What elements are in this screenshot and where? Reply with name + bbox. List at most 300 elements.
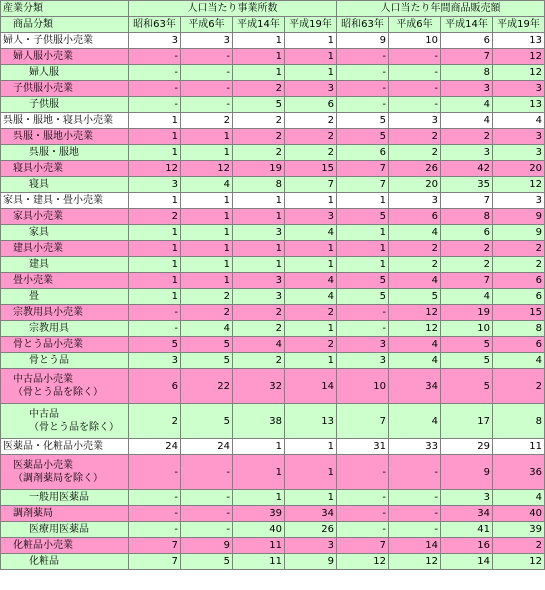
table-row [1,113,545,129]
value-cell: 1 [129,225,181,241]
value-cell: 1 [233,209,285,225]
table-row [1,490,545,506]
value-cell: 5 [337,289,389,305]
value-cell: - [181,81,233,97]
value-cell: 2 [233,129,285,145]
value-cell: 3 [493,193,545,209]
value-cell: 9 [181,538,233,554]
value-cell: 1 [285,455,337,490]
value-cell: 11 [233,538,285,554]
value-cell: 6 [493,337,545,353]
value-cell: 26 [285,522,337,538]
row-label: 調剤薬局 [1,506,129,522]
row-label: 医薬品小売業 （調剤薬局を除く） [1,455,129,490]
value-cell: 1 [337,241,389,257]
value-cell: 2 [389,145,441,161]
value-cell: 15 [493,305,545,321]
value-cell: 1 [285,439,337,455]
value-cell: 4 [441,113,493,129]
value-cell: - [181,490,233,506]
header-row-1 [1,1,545,17]
value-cell: 1 [233,490,285,506]
value-cell: 7 [129,554,181,570]
value-cell: 26 [389,161,441,177]
value-cell: 1 [233,257,285,273]
value-cell: 9 [493,209,545,225]
table-row [1,455,545,490]
row-label: 宗教用具 [1,321,129,337]
row-label: 子供服 [1,97,129,113]
value-cell: - [337,81,389,97]
value-cell: 3 [441,81,493,97]
value-cell: 2 [285,113,337,129]
table-row [1,321,545,337]
value-cell: 5 [441,369,493,404]
value-cell: 1 [129,257,181,273]
value-cell: 2 [233,321,285,337]
value-cell: 2 [389,257,441,273]
value-cell: 1 [181,193,233,209]
value-cell: - [389,522,441,538]
value-cell: 1 [285,65,337,81]
value-cell: 20 [389,177,441,193]
value-cell: 6 [389,209,441,225]
value-cell: 3 [493,145,545,161]
value-cell: - [337,305,389,321]
value-cell: 1 [285,321,337,337]
table-row [1,81,545,97]
value-cell: 1 [233,241,285,257]
row-label: 寝具小売業 [1,161,129,177]
value-cell: 2 [233,113,285,129]
value-cell: 12 [493,554,545,570]
value-cell: 5 [129,337,181,353]
value-cell: 15 [285,161,337,177]
table-body [1,1,545,570]
row-label: 一般用医薬品 [1,490,129,506]
value-cell: 5 [181,554,233,570]
value-cell: 4 [285,289,337,305]
value-cell: 6 [493,273,545,289]
value-cell: 5 [337,113,389,129]
value-cell: 39 [493,522,545,538]
value-cell: 1 [337,257,389,273]
table-row [1,273,545,289]
value-cell: 4 [493,490,545,506]
value-cell: 3 [129,353,181,369]
value-cell: 4 [493,353,545,369]
year-header: 平成14年 [441,17,493,33]
value-cell: 33 [389,439,441,455]
value-cell: 3 [285,81,337,97]
row-label: 子供服小売業 [1,81,129,97]
value-cell: 24 [129,439,181,455]
table-row [1,241,545,257]
value-cell: 6 [337,145,389,161]
value-cell: 4 [285,273,337,289]
value-cell: - [181,49,233,65]
value-cell: 32 [233,369,285,404]
value-cell: 12 [389,321,441,337]
value-cell: 1 [285,33,337,49]
value-cell: - [181,65,233,81]
row-label: 家具 [1,225,129,241]
row-label: 寝具 [1,177,129,193]
value-cell: 13 [285,404,337,439]
value-cell: 13 [493,33,545,49]
value-cell: - [389,455,441,490]
value-cell: 11 [233,554,285,570]
value-cell: 14 [389,538,441,554]
row-label: 中古品小売業 （骨とう品を除く） [1,369,129,404]
value-cell: 1 [181,225,233,241]
value-cell: 34 [389,369,441,404]
value-cell: 5 [181,353,233,369]
value-cell: 2 [441,257,493,273]
year-header: 昭和63年 [129,17,181,33]
value-cell: 1 [129,273,181,289]
value-cell: 4 [441,97,493,113]
value-cell: - [337,522,389,538]
value-cell: 1 [285,257,337,273]
row-label: 畳 [1,289,129,305]
value-cell: 34 [285,506,337,522]
value-cell: - [129,490,181,506]
value-cell: 4 [389,273,441,289]
value-cell: 20 [493,161,545,177]
value-cell: 4 [181,321,233,337]
row-label: 畳小売業 [1,273,129,289]
value-cell: 12 [493,177,545,193]
value-cell: 4 [389,353,441,369]
value-cell: 12 [493,49,545,65]
value-cell: 3 [233,273,285,289]
value-cell: 2 [493,241,545,257]
value-cell: 1 [285,241,337,257]
value-cell: 2 [285,305,337,321]
year-header: 平成14年 [233,17,285,33]
row-label: 婦人服 [1,65,129,81]
value-cell: 4 [181,177,233,193]
row-label: 宗教用具小売業 [1,305,129,321]
value-cell: 6 [285,97,337,113]
value-cell: 2 [129,404,181,439]
table-row [1,129,545,145]
table-row [1,522,545,538]
value-cell: 38 [233,404,285,439]
value-cell: 2 [233,81,285,97]
value-cell: - [181,97,233,113]
row-label: 婦人・子供服小売業 [1,33,129,49]
value-cell: 16 [441,538,493,554]
table-row [1,177,545,193]
year-header: 平成6年 [389,17,441,33]
value-cell: 31 [337,439,389,455]
value-cell: 7 [337,404,389,439]
value-cell: 8 [441,65,493,81]
value-cell: - [337,506,389,522]
value-cell: 9 [441,455,493,490]
table-row [1,33,545,49]
value-cell: 42 [441,161,493,177]
value-cell: 3 [441,145,493,161]
value-cell: 11 [493,439,545,455]
value-cell: 1 [233,455,285,490]
value-cell: 1 [129,241,181,257]
row-label: 呉服・服地小売業 [1,129,129,145]
row-label: 骨とう品 [1,353,129,369]
value-cell: 9 [285,554,337,570]
value-cell: 14 [285,369,337,404]
value-cell: - [129,321,181,337]
value-cell: 2 [285,337,337,353]
table-row [1,554,545,570]
value-cell: 6 [441,33,493,49]
row-label: 中古品 （骨とう品を除く） [1,404,129,439]
value-cell: 3 [285,209,337,225]
table-row [1,439,545,455]
value-cell: 8 [441,209,493,225]
value-cell: 12 [181,161,233,177]
value-cell: - [389,490,441,506]
value-cell: 3 [129,177,181,193]
value-cell: 1 [233,49,285,65]
value-cell: - [337,97,389,113]
value-cell: 1 [233,33,285,49]
table-row [1,193,545,209]
value-cell: 5 [181,404,233,439]
value-cell: 12 [389,554,441,570]
value-cell: 12 [337,554,389,570]
value-cell: 3 [181,33,233,49]
product-category-label: 商品分類 [1,17,129,33]
row-label: 医薬品・化粧品小売業 [1,439,129,455]
value-cell: 4 [493,113,545,129]
value-cell: 41 [441,522,493,538]
value-cell: 5 [441,337,493,353]
value-cell: 7 [285,177,337,193]
value-cell: - [129,506,181,522]
value-cell: 5 [181,337,233,353]
row-label: 骨とう品小売業 [1,337,129,353]
value-cell: 1 [181,145,233,161]
value-cell: 10 [337,369,389,404]
value-cell: 7 [441,273,493,289]
value-cell: 36 [493,455,545,490]
value-cell: - [129,81,181,97]
value-cell: 2 [285,129,337,145]
table-row [1,97,545,113]
year-header: 平成19年 [285,17,337,33]
table-row [1,49,545,65]
table-row [1,145,545,161]
table-row [1,353,545,369]
establishments-group-header: 人口当たり事業所数 [129,1,337,17]
value-cell: 7 [337,161,389,177]
value-cell: 7 [441,49,493,65]
value-cell: 17 [441,404,493,439]
table-row [1,538,545,554]
year-header: 平成19年 [493,17,545,33]
value-cell: - [337,49,389,65]
value-cell: 1 [233,439,285,455]
year-header: 昭和63年 [337,17,389,33]
value-cell: 7 [337,538,389,554]
value-cell: 7 [129,538,181,554]
value-cell: 2 [233,353,285,369]
value-cell: 3 [389,193,441,209]
value-cell: 1 [181,241,233,257]
value-cell: 7 [337,177,389,193]
value-cell: 1 [181,257,233,273]
value-cell: 7 [441,193,493,209]
row-label: 医療用医薬品 [1,522,129,538]
table-row [1,289,545,305]
value-cell: - [389,81,441,97]
value-cell: 2 [493,538,545,554]
row-label: 建具小売業 [1,241,129,257]
table-row [1,506,545,522]
value-cell: - [389,49,441,65]
value-cell: 2 [493,257,545,273]
value-cell: 12 [389,305,441,321]
value-cell: 5 [337,209,389,225]
table-row [1,369,545,404]
row-label: 婦人服小売業 [1,49,129,65]
value-cell: - [337,65,389,81]
row-label: 建具 [1,257,129,273]
value-cell: 35 [441,177,493,193]
value-cell: 24 [181,439,233,455]
value-cell: 1 [233,65,285,81]
value-cell: - [129,455,181,490]
table-row [1,65,545,81]
value-cell: 1 [337,225,389,241]
value-cell: - [389,65,441,81]
value-cell: 12 [129,161,181,177]
value-cell: 3 [233,289,285,305]
value-cell: 5 [441,353,493,369]
value-cell: 1 [129,193,181,209]
value-cell: 9 [493,225,545,241]
value-cell: 2 [233,145,285,161]
value-cell: 1 [181,129,233,145]
value-cell: 1 [285,490,337,506]
value-cell: 2 [181,305,233,321]
header-row-2 [1,17,545,33]
value-cell: 40 [493,506,545,522]
table-row [1,404,545,439]
value-cell: - [181,455,233,490]
value-cell: 2 [181,113,233,129]
value-cell: 6 [441,225,493,241]
year-header: 平成6年 [181,17,233,33]
value-cell: 8 [493,321,545,337]
value-cell: 8 [233,177,285,193]
value-cell: 1 [233,193,285,209]
value-cell: 3 [389,113,441,129]
row-label: 化粧品小売業 [1,538,129,554]
value-cell: 4 [285,225,337,241]
value-cell: 4 [389,225,441,241]
value-cell: 4 [389,404,441,439]
value-cell: 5 [389,289,441,305]
value-cell: 1 [285,353,337,369]
category-title-cell: 産業分類 [1,1,129,17]
value-cell: - [181,522,233,538]
row-label: 家具小売業 [1,209,129,225]
table-row [1,161,545,177]
value-cell: 22 [181,369,233,404]
value-cell: 1 [337,193,389,209]
value-cell: 1 [129,145,181,161]
table-row [1,337,545,353]
value-cell: 39 [233,506,285,522]
value-cell: 1 [285,49,337,65]
value-cell: 3 [337,337,389,353]
value-cell: 5 [233,97,285,113]
value-cell: 6 [493,289,545,305]
value-cell: 3 [129,33,181,49]
row-label: 家具・建具・畳小売業 [1,193,129,209]
value-cell: 8 [493,404,545,439]
value-cell: 14 [441,554,493,570]
value-cell: 1 [129,113,181,129]
value-cell: 29 [441,439,493,455]
value-cell: 2 [181,289,233,305]
value-cell: 9 [337,33,389,49]
value-cell: - [337,490,389,506]
value-cell: 3 [441,490,493,506]
value-cell: 2 [389,129,441,145]
value-cell: - [389,97,441,113]
value-cell: 2 [441,129,493,145]
value-cell: 34 [441,506,493,522]
value-cell: 10 [441,321,493,337]
table-row [1,225,545,241]
value-cell: 2 [493,369,545,404]
value-cell: 1 [129,129,181,145]
value-cell: 3 [493,129,545,145]
value-cell: 3 [285,538,337,554]
value-cell: 40 [233,522,285,538]
row-label: 呉服・服地・寝具小売業 [1,113,129,129]
row-label: 化粧品 [1,554,129,570]
value-cell: 5 [337,273,389,289]
value-cell: 19 [233,161,285,177]
value-cell: 2 [233,305,285,321]
value-cell: 2 [389,241,441,257]
value-cell: 2 [285,145,337,161]
table-row [1,305,545,321]
value-cell: - [337,455,389,490]
value-cell: 10 [389,33,441,49]
value-cell: 13 [493,97,545,113]
value-cell: - [389,506,441,522]
value-cell: 4 [233,337,285,353]
value-cell: - [129,97,181,113]
value-cell: 3 [337,353,389,369]
row-label: 呉服・服地 [1,145,129,161]
value-cell: 3 [233,225,285,241]
value-cell: - [181,506,233,522]
value-cell: 3 [493,81,545,97]
value-cell: 6 [129,369,181,404]
value-cell: 2 [129,209,181,225]
table-row [1,257,545,273]
value-cell: 4 [441,289,493,305]
sales-group-header: 人口当たり年間商品販売額 [337,1,545,17]
